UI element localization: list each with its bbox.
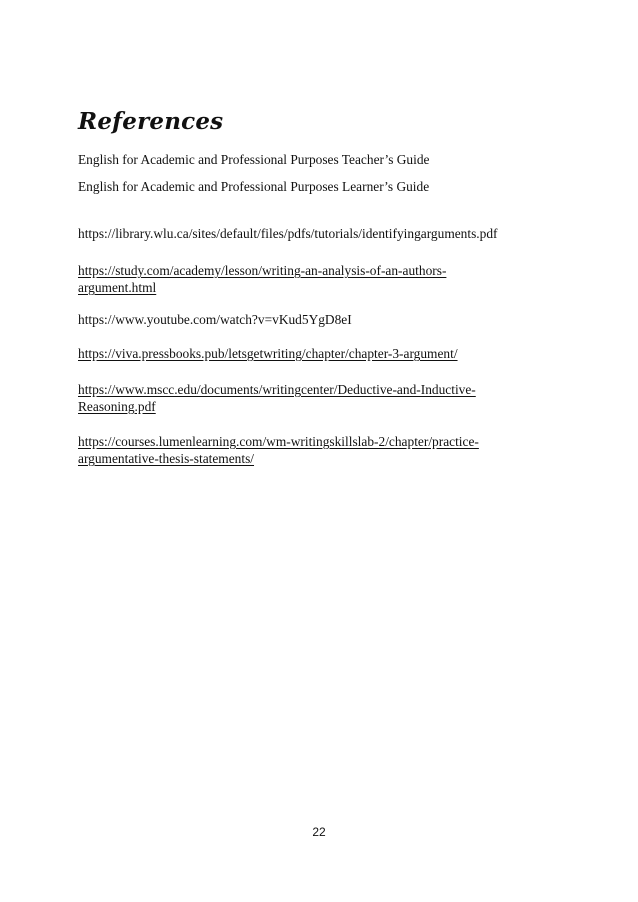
- page-title: References: [78, 108, 224, 135]
- reference-line: argument.html: [78, 280, 157, 295]
- reference-line: https://library.wlu.ca/sites/default/files/pdfs/tutorials/identifyingarguments.pdf: [78, 226, 498, 241]
- reference-link-pressbooks[interactable]: [78, 345, 578, 362]
- reference-link-study-com[interactable]: [78, 262, 578, 296]
- reference-line: argumentative-thesis-statements/: [78, 451, 255, 466]
- reference-line: https://viva.pressbooks.pub/letsgetwriting/chapter/chapter-3-argument/: [78, 346, 458, 361]
- reference-link-lumenlearning[interactable]: [78, 433, 578, 467]
- reference-wlu-url: [78, 225, 578, 242]
- reference-link-mscc[interactable]: [78, 381, 578, 415]
- reference-line: Reasoning.pdf: [78, 399, 156, 414]
- reference-line: https://study.com/academy/lesson/writing-an-analysis-of-an-authors-: [78, 263, 447, 278]
- reference-teachers-guide: [78, 151, 578, 168]
- reference-youtube-url: [78, 311, 578, 328]
- reference-line: https://www.mscc.edu/documents/writingcenter/Deductive-and-Inductive-: [78, 382, 476, 397]
- reference-line: https://www.youtube.com/watch?v=vKud5YgD8eI: [78, 312, 352, 327]
- reference-line: English for Academic and Professional Purposes Teacher’s Guide: [78, 152, 430, 167]
- page-number: 22: [312, 825, 326, 839]
- reference-learners-guide: [78, 178, 578, 195]
- reference-line: English for Academic and Professional Purposes Learner’s Guide: [78, 179, 430, 194]
- reference-line: https://courses.lumenlearning.com/wm-writingskillslab-2/chapter/practice-: [78, 434, 479, 449]
